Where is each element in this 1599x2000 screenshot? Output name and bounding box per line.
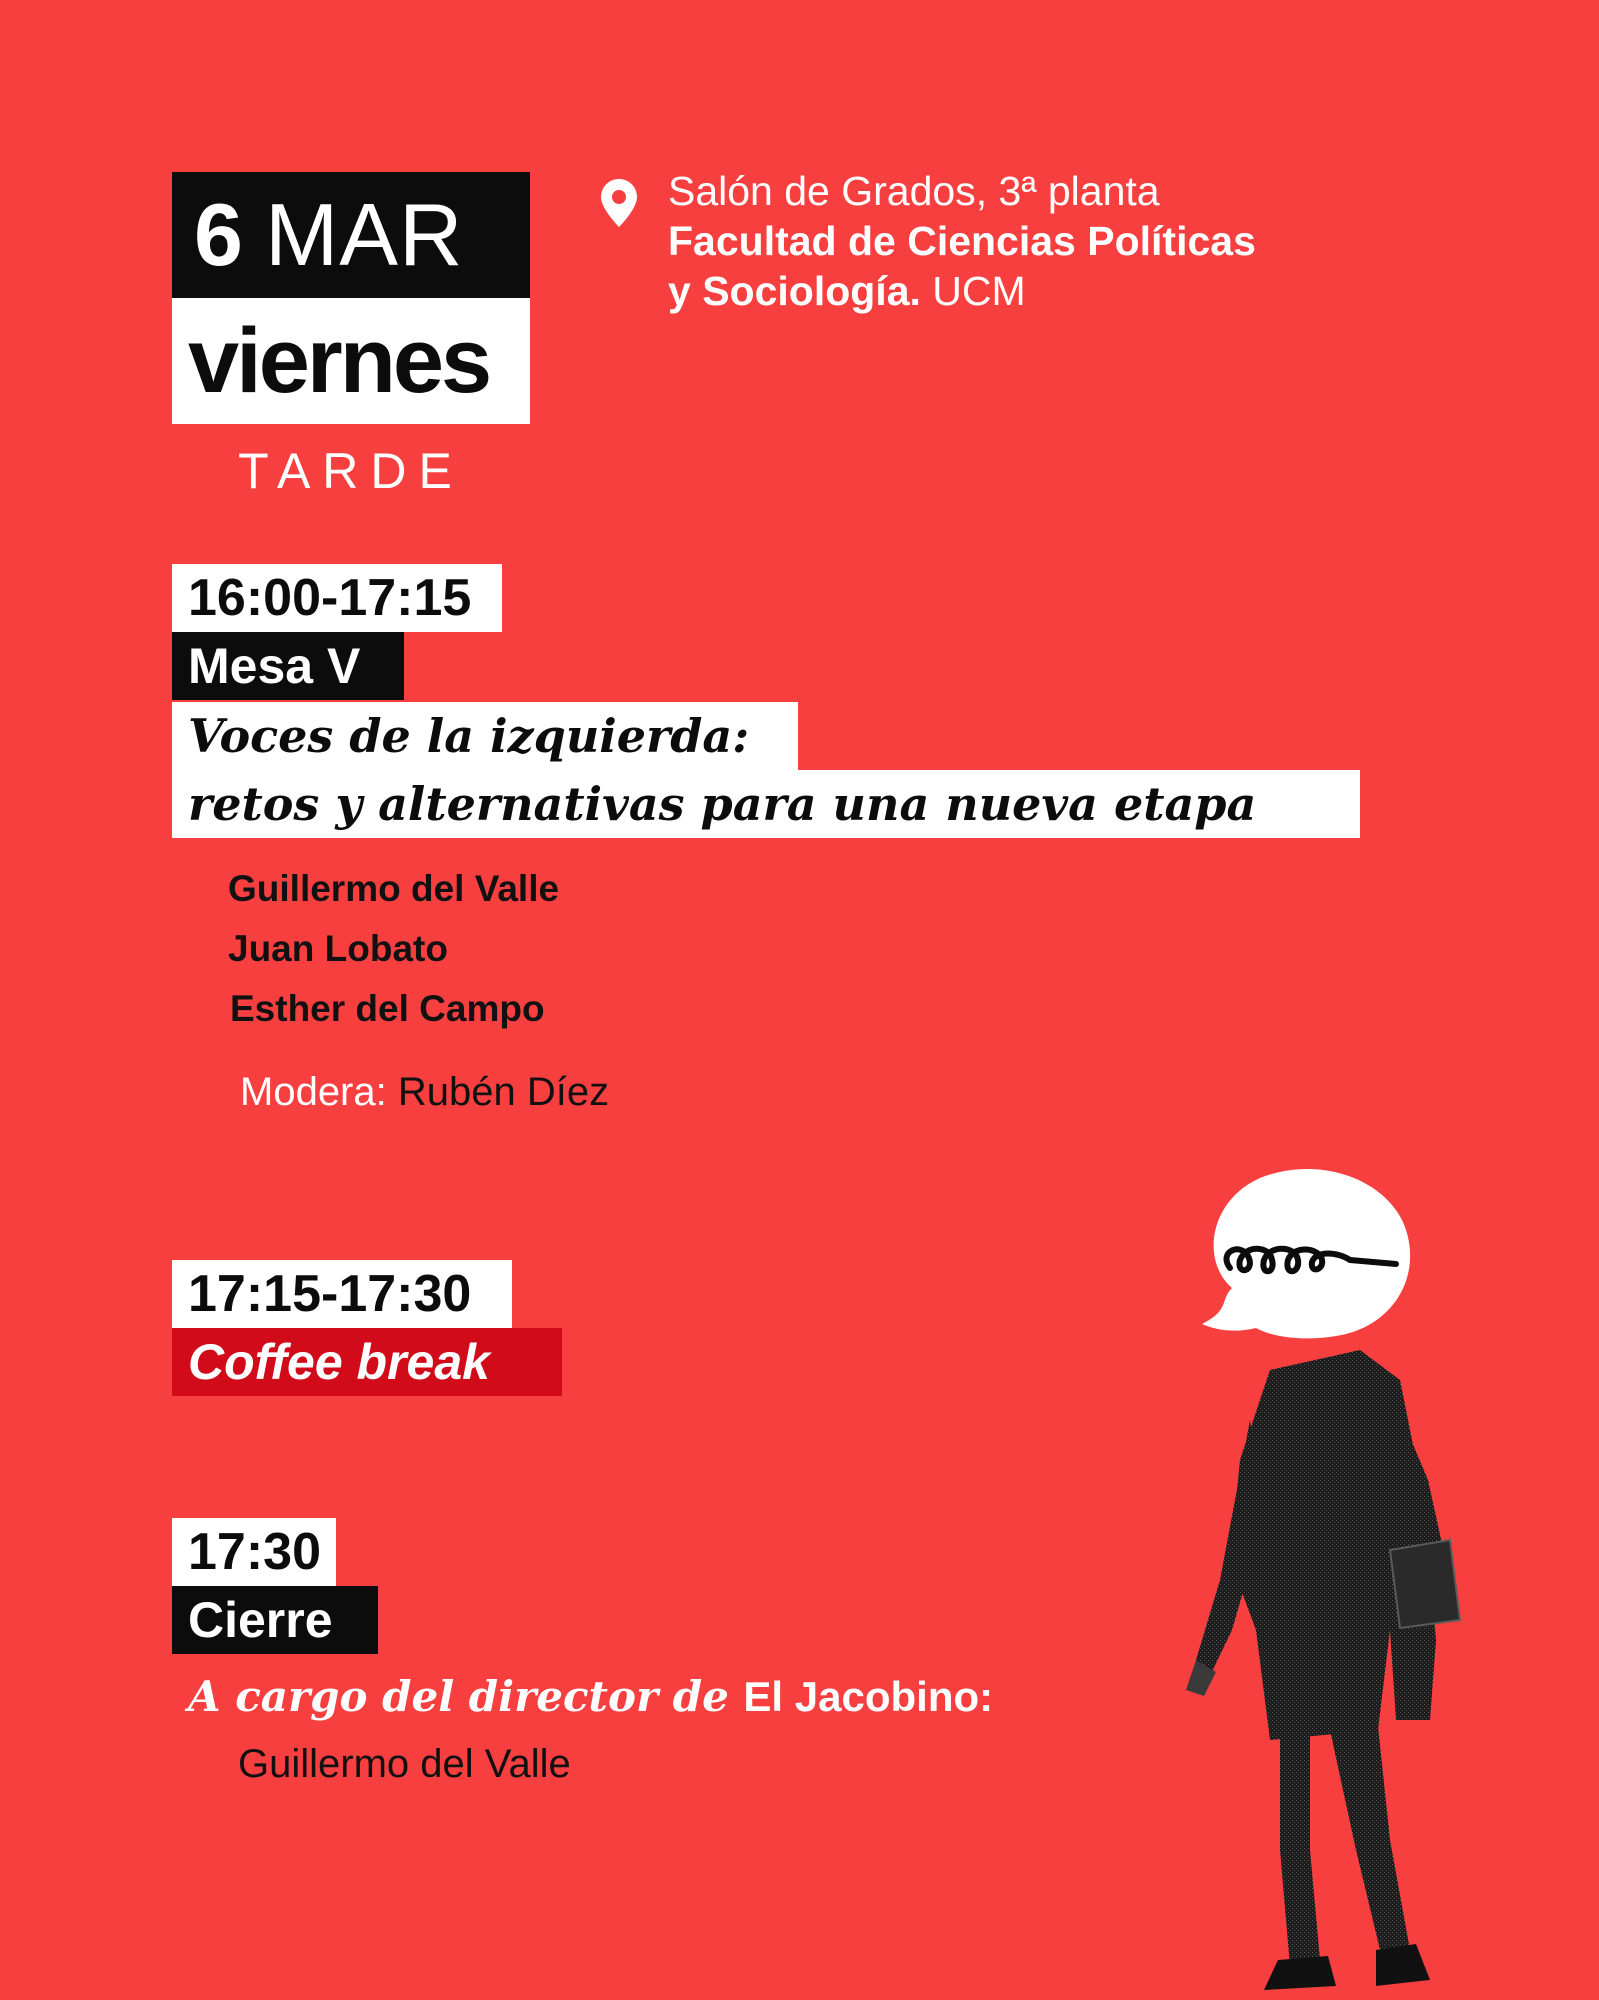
session-title-line-2: retos y alternativas para una nueva etapa — [172, 770, 1360, 838]
session-label-break: Coffee break — [172, 1328, 562, 1396]
moderator-name: Rubén Díez — [386, 1070, 610, 1114]
moderator — [240, 1070, 609, 1115]
date-box-top — [172, 172, 530, 298]
session-time-closing: 17:30 — [172, 1518, 336, 1586]
speaker-name: Guillermo del Valle — [228, 868, 560, 909]
closing-byline-org: El Jacobino: — [743, 1673, 994, 1720]
date-month: MAR — [264, 185, 464, 284]
location-line-1: Salón de Grados, 3ª planta — [668, 168, 1160, 214]
speaker-name: Esther del Campo — [230, 988, 545, 1029]
date-weekday: viernes — [188, 310, 490, 412]
session-label-closing: Cierre — [172, 1586, 378, 1654]
location-line-2: Facultad de Ciencias Políticas — [668, 218, 1256, 264]
speaker-name: Juan Lobato — [228, 928, 448, 969]
location-line-3-bold: y Sociología. — [668, 268, 921, 314]
closing-byline — [188, 1672, 993, 1721]
date-day: 6 — [194, 185, 243, 284]
closing-byline-prefix: A cargo del director de — [188, 1672, 744, 1721]
location-line-3-rest: UCM — [920, 268, 1026, 314]
session-title-line-1: Voces de la izquierda: — [172, 702, 798, 770]
location-line-3 — [668, 268, 1026, 315]
session-time-break: 17:15-17:30 — [172, 1260, 512, 1328]
moderator-label: Modera: — [240, 1070, 387, 1114]
date-box-bottom — [172, 298, 530, 424]
closing-speaker-name: Guillermo del Valle — [238, 1742, 571, 1786]
walking-man-speech-bubble-illustration — [1160, 1160, 1540, 2000]
session-time-mesa: 16:00-17:15 — [172, 564, 502, 632]
date-period: TARDE — [238, 443, 464, 499]
location-pin-icon — [600, 178, 638, 228]
session-label-mesa: Mesa V — [172, 632, 404, 700]
